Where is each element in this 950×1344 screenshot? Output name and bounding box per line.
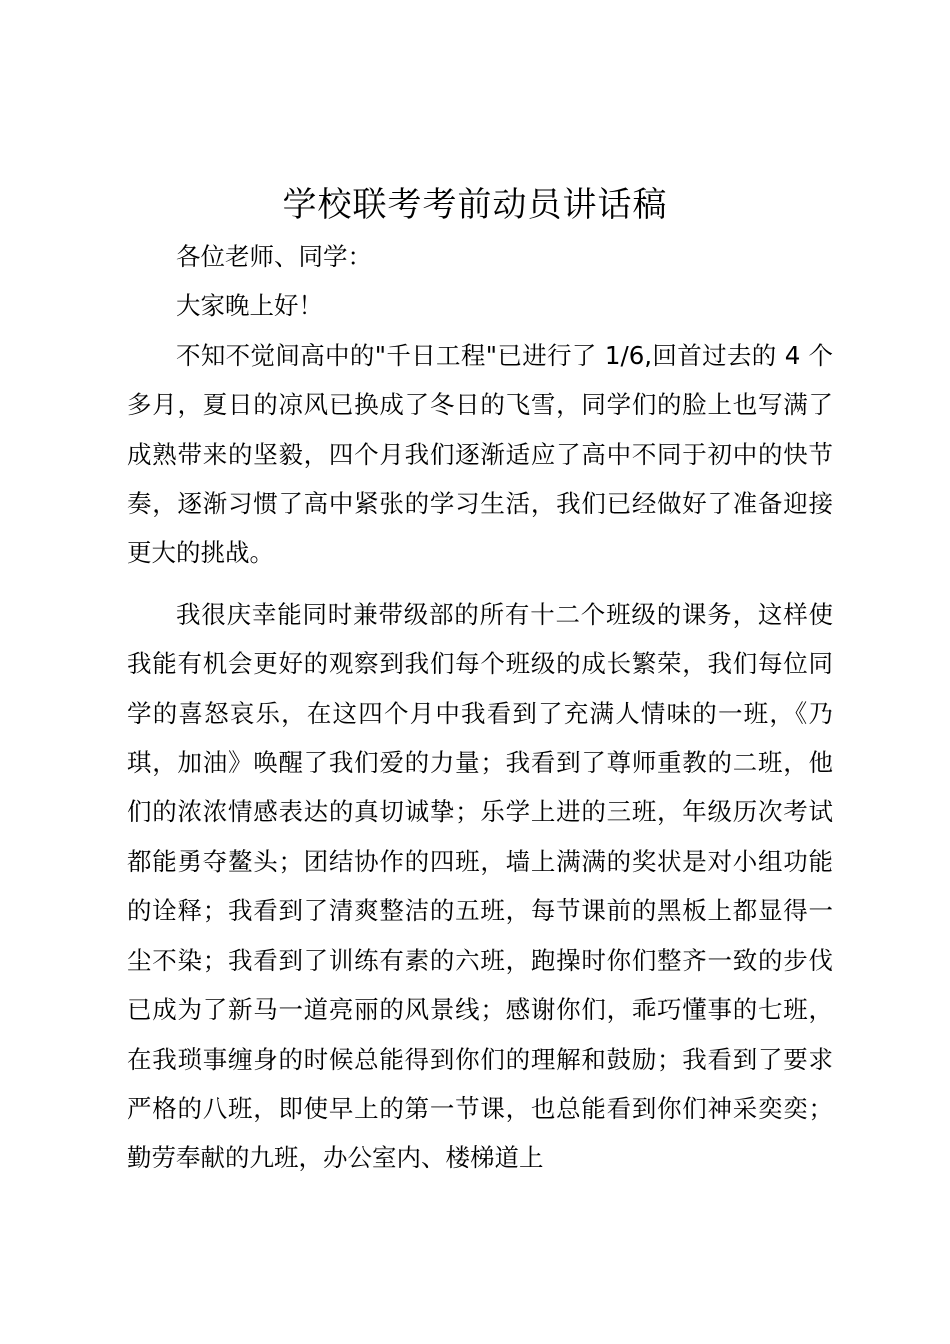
document-body bbox=[127, 232, 833, 1183]
salutation-paragraph: 各位老师、同学： bbox=[176, 242, 372, 271]
greeting-paragraph: 大家晚上好！ bbox=[176, 291, 323, 321]
body-paragraph-1: 不知不觉间高中的"千日工程"已进行了 1/6,回首过去的 4 个多月，夏日的凉风已换成了冬日的飞雪，同学们的脸上也写满了成熟带来的坚毅，四个月我们逐渐适应了高中不同于初中的快节奏，逐渐习惯了高中紧张的学习生活，我们已经做好了准备迎接更大的挑战。 bbox=[127, 340, 833, 568]
body-paragraph-2: 我很庆幸能同时兼带级部的所有十二个班级的课务，这样使我能有机会更好的观察到我们每个班级的成长繁荣，我们每位同学的喜怒哀乐，在这四个月中我看到了充满人情味的一班，《乃琪，加油》唤醒了我们爱的力量；我看到了尊师重教的二班，他们的浓浓情感表达的真切诚挚；乐学上进的三班，年级历次考试都能勇夺鳌头；团结协作的四班，墙上满满的奖状是对小组功能的诠释；我看到了清爽整洁的五班，每节课前的黑板上都显得一尘不染；我看到了训练有素的六班，跑操时你们整齐一致的步伐已成为了新马一道亮丽的风景线；感谢你们，乖巧懂事的七班，在我琐事缠身的时候总能得到你们的理解和鼓励；我看到了要求严格的八班，即使早上的第一节课，也总能看到你们神采奕奕；勤劳奉献的九班，办公室内、楼梯道上 bbox=[127, 599, 833, 1173]
document-title: 学校联考考前动员讲话稿 bbox=[282, 185, 668, 225]
